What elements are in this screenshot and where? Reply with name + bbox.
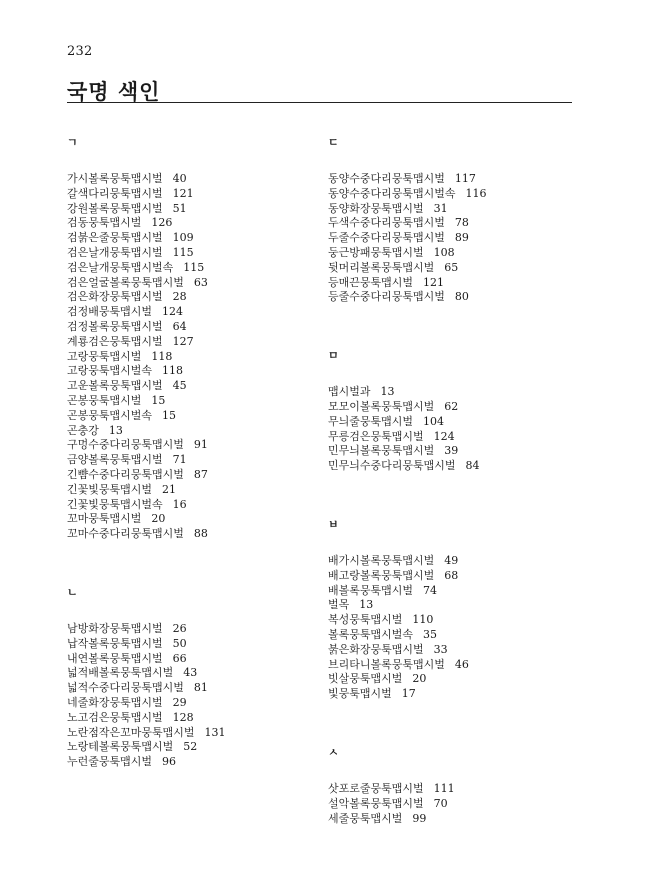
entry-name: 검정배뭉툭맵시벌 [67, 305, 153, 319]
entry-name: 민무늬수중다리뭉툭맵시벌 [328, 459, 456, 473]
entry-name: 노랑테볼록뭉툭맵시벌 [67, 740, 174, 754]
entry-name: 고운볼록뭉툭맵시벌 [67, 379, 163, 393]
entry-name: 세줄뭉툭맵시벌 [328, 811, 403, 825]
entry-name: 동양수중다리뭉툭맵시벌속 [328, 186, 456, 200]
entry-name: 네줄화장뭉툭맵시벌 [67, 695, 163, 709]
entry-page-number: 127 [172, 334, 194, 348]
entry-name: 검은얼굴볼록뭉툭맵시벌 [67, 275, 184, 289]
entry-page-number: 84 [465, 459, 480, 473]
entry-name: 동양화장뭉툭맵시벌 [328, 201, 424, 215]
index-entry [67, 483, 322, 498]
entry-name: 뒷머리볼록뭉툭맵시벌 [328, 260, 435, 274]
entry-name: 노고검은뭉툭맵시벌 [67, 710, 163, 724]
entry-page-number: 115 [172, 245, 194, 259]
entry-page-number: 20 [412, 672, 427, 686]
entry-page-number: 68 [444, 568, 459, 582]
index-entry [67, 622, 322, 637]
section-letter: ㅂ [328, 517, 339, 531]
index-entry [328, 554, 583, 569]
index-entry [67, 637, 322, 652]
entry-name: 맵시벌과 [328, 385, 371, 399]
entry-page-number: 128 [172, 710, 194, 724]
entry-name: 계룡검은뭉툭맵시벌 [67, 334, 163, 348]
entry-page-number: 66 [172, 651, 187, 665]
index-entry [328, 261, 583, 276]
index-entry [328, 231, 583, 246]
index-entry [67, 246, 322, 261]
index-entry [67, 468, 322, 483]
entry-name: 삿포로줄뭉툭맵시벌 [328, 781, 424, 795]
entry-name: 복성뭉툭맵시벌 [328, 613, 403, 627]
entry-name: 넓적수중다리뭉툭맵시벌 [67, 681, 184, 695]
section-letter: ㅅ [328, 745, 339, 759]
entry-page-number: 118 [162, 364, 184, 378]
section-letter: ㄴ [67, 585, 78, 599]
entry-name: 두색수중다리뭉툭맵시벌 [328, 216, 445, 230]
entry-name: 곤봉뭉툭맵시벌속 [67, 408, 153, 422]
entry-name: 가시볼록뭉툭맵시벌 [67, 172, 163, 185]
entry-page-number: 124 [162, 305, 184, 319]
index-entry [67, 652, 322, 667]
entry-name: 남방화장뭉툭맵시벌 [67, 621, 163, 635]
entry-name: 갈색다리뭉툭맵시벌 [67, 186, 163, 200]
page-number: 232 [67, 44, 93, 59]
entry-name: 볼록뭉툭맵시벌속 [328, 627, 414, 641]
entry-page-number: 116 [465, 186, 487, 200]
index-entry [67, 320, 322, 335]
index-entry [67, 512, 322, 527]
entry-page-number: 17 [401, 687, 416, 701]
index-entry [328, 598, 583, 613]
entry-name: 등매끈뭉툭맵시벌 [328, 275, 414, 289]
index-section [67, 136, 322, 542]
entry-name: 동양수중다리뭉툭맵시벌 [328, 172, 445, 185]
entry-page-number: 51 [172, 201, 187, 215]
index-entry [67, 726, 322, 741]
entry-name: 구멍수중다리뭉툭맵시벌 [67, 438, 184, 452]
index-entry [328, 415, 583, 430]
index-entry [328, 216, 583, 231]
entry-page-number: 52 [183, 740, 198, 754]
section-letter: ㅁ [328, 349, 339, 363]
entry-page-number: 74 [423, 583, 438, 597]
entry-page-number: 31 [433, 201, 448, 215]
entry-page-number: 104 [423, 414, 445, 428]
entry-name: 검은날개뭉툭맵시벌 [67, 245, 163, 259]
entry-name: 내연볼록뭉툭맵시벌 [67, 651, 163, 665]
index-entry [67, 696, 322, 711]
index-entry [328, 290, 583, 305]
entry-page-number: 81 [193, 681, 208, 695]
entry-page-number: 39 [444, 444, 459, 458]
index-section [328, 349, 583, 474]
entry-page-number: 96 [162, 755, 177, 769]
index-entry [67, 379, 322, 394]
entry-name: 넓적배볼록뭉툭맵시벌 [67, 666, 174, 680]
entry-page-number: 13 [380, 385, 395, 399]
entry-name: 곤충강 [67, 423, 99, 437]
entry-name: 두줄수중다리뭉툭맵시벌 [328, 231, 445, 245]
entry-page-number: 26 [172, 621, 187, 635]
entry-name: 배가시볼록뭉툭맵시벌 [328, 553, 435, 567]
index-section [328, 518, 583, 702]
index-section [328, 136, 583, 305]
entry-name: 검붉은줄뭉툭맵시벌 [67, 231, 163, 245]
entry-page-number: 28 [172, 290, 187, 304]
entry-page-number: 121 [423, 275, 445, 289]
index-entry [67, 740, 322, 755]
entry-page-number: 33 [433, 642, 448, 656]
entry-name: 긴꽃빛뭉툭맵시벌 [67, 482, 153, 496]
index-entry [328, 797, 583, 812]
entry-name: 벌목 [328, 598, 350, 612]
entry-name: 민무늬볼록뭉툭맵시벌 [328, 444, 435, 458]
entry-name: 검은화장뭉툭맵시벌 [67, 290, 163, 304]
entry-page-number: 124 [433, 429, 455, 443]
entry-page-number: 121 [172, 186, 194, 200]
index-entry [67, 350, 322, 365]
index-entry [67, 216, 322, 231]
index-entry [67, 666, 322, 681]
page-title: 국명 색인 [67, 80, 161, 104]
entry-page-number: 91 [193, 438, 208, 452]
index-entry [67, 305, 322, 320]
entry-name: 빛뭉툭맵시벌 [328, 687, 392, 701]
index-entry [328, 246, 583, 261]
entry-page-number: 65 [444, 260, 459, 274]
index-entry [67, 755, 322, 770]
index-entry [328, 613, 583, 628]
index-entry [328, 444, 583, 459]
entry-page-number: 40 [172, 172, 187, 185]
entry-page-number: 43 [183, 666, 198, 680]
index-entry [328, 658, 583, 673]
entry-page-number: 46 [454, 657, 469, 671]
entry-page-number: 111 [433, 781, 455, 795]
entry-page-number: 109 [172, 231, 194, 245]
index-entry [67, 438, 322, 453]
entry-page-number: 49 [444, 553, 459, 567]
index-entry [67, 172, 322, 187]
index-entry [67, 276, 322, 291]
entry-page-number: 87 [193, 467, 208, 481]
index-entry [67, 711, 322, 726]
entry-page-number: 21 [162, 482, 177, 496]
entry-page-number: 63 [193, 275, 208, 289]
index-entry [328, 628, 583, 643]
entry-name: 등줄수중다리뭉툭맵시벌 [328, 290, 445, 304]
entry-name: 곤봉뭉툭맵시벌 [67, 393, 142, 407]
entry-page-number: 15 [151, 393, 166, 407]
entry-page-number: 64 [172, 319, 187, 333]
entry-page-number: 131 [204, 725, 226, 739]
entry-name: 배고랑볼록뭉툭맵시벌 [328, 568, 435, 582]
index-entry [328, 584, 583, 599]
index-entry [67, 424, 322, 439]
index-entry [328, 202, 583, 217]
entry-page-number: 110 [412, 613, 434, 627]
index-entry [67, 409, 322, 424]
entry-name: 긴뺨수중다리뭉툭맵시벌 [67, 467, 184, 481]
index-entry [328, 569, 583, 584]
index-entry [328, 385, 583, 400]
index-entry [67, 394, 322, 409]
entry-page-number: 50 [172, 636, 187, 650]
index-entry [67, 187, 322, 202]
index-entry [67, 681, 322, 696]
index-entry [328, 672, 583, 687]
entry-page-number: 118 [151, 349, 173, 363]
entry-name: 붉은화장뭉툭맵시벌 [328, 642, 424, 656]
index-entry [328, 687, 583, 702]
entry-page-number: 71 [172, 453, 187, 467]
entry-name: 설악볼록뭉툭맵시벌 [328, 796, 424, 810]
section-letter: ㄱ [67, 136, 78, 149]
section-letter: ㄷ [328, 136, 339, 149]
index-entry [328, 400, 583, 415]
entry-page-number: 45 [172, 379, 187, 393]
entry-page-number: 20 [151, 512, 166, 526]
index-entry [67, 202, 322, 217]
entry-page-number: 29 [172, 695, 187, 709]
entry-name: 검동뭉툭맵시벌 [67, 216, 142, 230]
entry-page-number: 15 [162, 408, 177, 422]
entry-name: 누런줄뭉툭맵시벌 [67, 755, 153, 769]
index-entry [328, 782, 583, 797]
index-entry [67, 453, 322, 468]
entry-name: 노란점작은꼬마뭉툭맵시벌 [67, 725, 195, 739]
entry-page-number: 108 [433, 245, 455, 259]
entry-name: 꼬마뭉툭맵시벌 [67, 512, 142, 526]
index-entry [67, 261, 322, 276]
entry-page-number: 13 [359, 598, 374, 612]
entry-page-number: 35 [423, 627, 438, 641]
index-entry [67, 527, 322, 542]
entry-page-number: 88 [193, 527, 208, 541]
index-entry [328, 430, 583, 445]
entry-page-number: 115 [183, 260, 205, 274]
entry-name: 납작볼록뭉툭맵시벌 [67, 636, 163, 650]
entry-name: 고랑뭉툭맵시벌속 [67, 364, 153, 378]
entry-page-number: 99 [412, 811, 427, 825]
entry-page-number: 89 [454, 231, 469, 245]
entry-page-number: 80 [454, 290, 469, 304]
entry-page-number: 13 [108, 423, 123, 437]
entry-name: 검정볼록뭉툭맵시벌 [67, 319, 163, 333]
index-column-right [328, 136, 583, 870]
index-entry [67, 498, 322, 513]
entry-name: 긴꽃빛뭉툭맵시벌속 [67, 497, 163, 511]
entry-name: 둥근방패뭉툭맵시벌 [328, 245, 424, 259]
index-section [328, 746, 583, 826]
entry-name: 꼬마수중다리뭉툭맵시벌 [67, 527, 184, 541]
entry-name: 모모이볼록뭉툭맵시벌 [328, 399, 435, 413]
entry-name: 고랑뭉툭맵시벌 [67, 349, 142, 363]
index-entry [328, 812, 583, 827]
entry-page-number: 117 [454, 172, 476, 185]
index-entry [328, 172, 583, 187]
index-entry [328, 459, 583, 474]
index-entry [67, 231, 322, 246]
entry-name: 무늬줄뭉툭맵시벌 [328, 414, 414, 428]
index-entry [328, 187, 583, 202]
entry-name: 강원볼록뭉툭맵시벌 [67, 201, 163, 215]
title-divider [67, 102, 572, 103]
index-entry [328, 643, 583, 658]
index-entry [328, 276, 583, 291]
entry-name: 금양볼록뭉툭맵시벌 [67, 453, 163, 467]
index-entry [67, 335, 322, 350]
entry-name: 검은날개뭉툭맵시벌속 [67, 260, 174, 274]
entry-page-number: 16 [172, 497, 187, 511]
index-section [67, 586, 322, 770]
entry-page-number: 62 [444, 399, 459, 413]
entry-name: 빗살뭉툭맵시벌 [328, 672, 403, 686]
entry-name: 배볼록뭉툭맵시벌 [328, 583, 414, 597]
entry-page-number: 126 [151, 216, 173, 230]
index-entry [67, 364, 322, 379]
index-column-left [67, 136, 322, 814]
entry-page-number: 78 [454, 216, 469, 230]
entry-page-number: 70 [433, 796, 448, 810]
index-entry [67, 290, 322, 305]
entry-name: 브리타니볼록뭉툭맵시벌 [328, 657, 445, 671]
entry-name: 무릉검은뭉툭맵시벌 [328, 429, 424, 443]
